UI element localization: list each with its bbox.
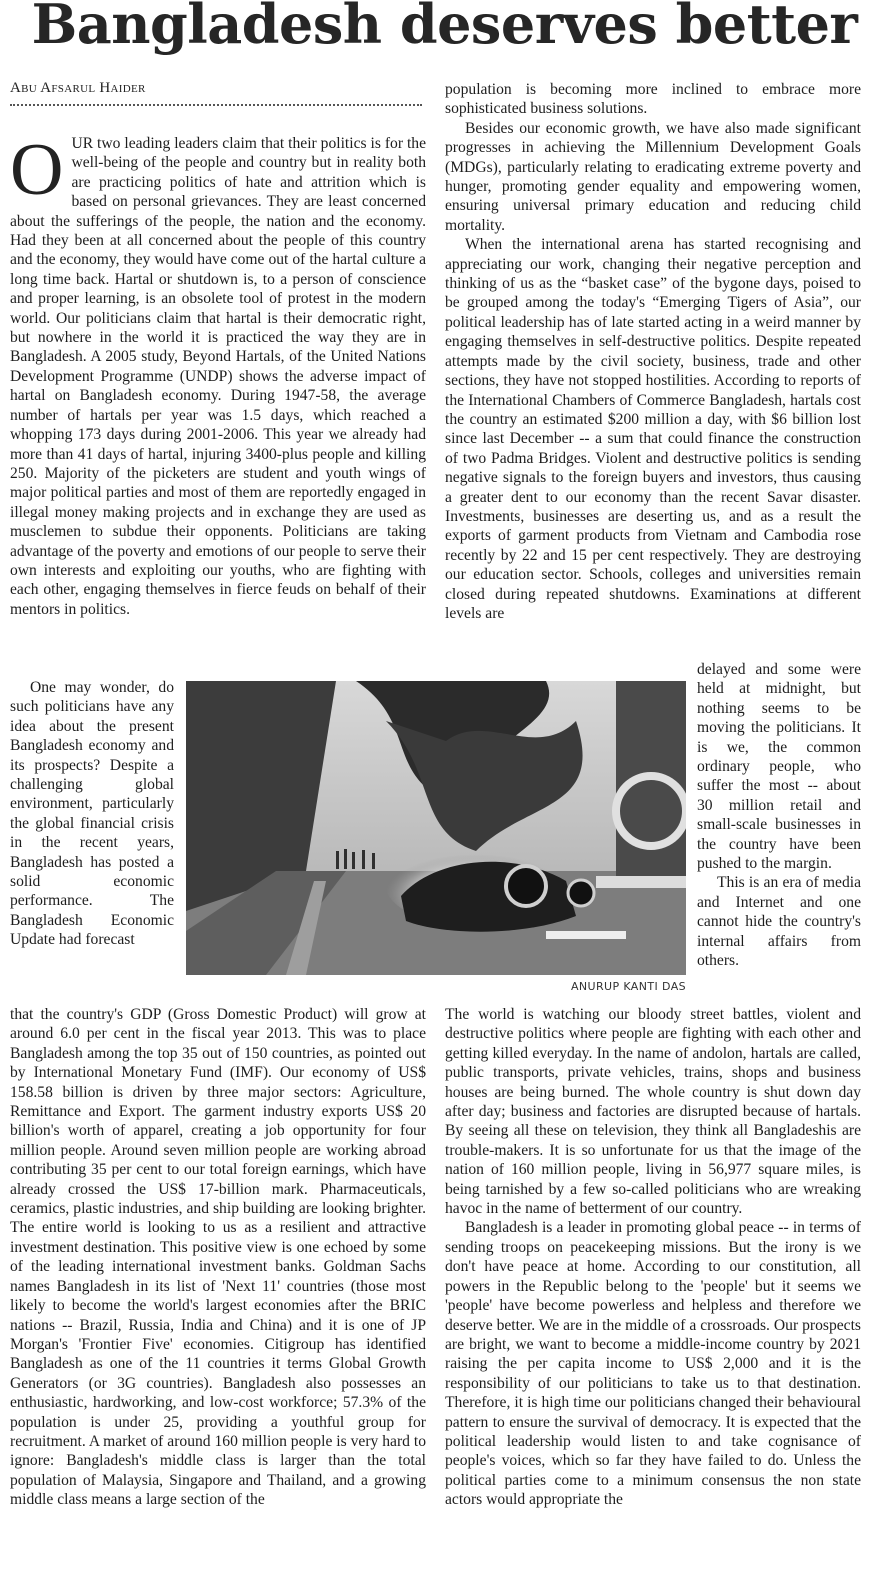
burning-car-photo — [186, 681, 686, 975]
column-left-wrap — [10, 678, 174, 1008]
paragraph: delayed and some were held at midnight, but nothing seems to be moving the politicians. It is we, the common ordinary people, who suffer the most -- about 30 million retail and small-scale businesses in the country have been pushed to the margin. — [697, 661, 861, 873]
column-right-bottom — [445, 1005, 861, 1577]
paragraph: Besides our economic growth, we have also made significant progresses in achieving the Millennium Development Goals (MDGs), particularly relating to eradicating extreme poverty and hunger, promoting gender equality and empowering women, ensuring universal primary education and reducing child mortality. — [445, 119, 861, 234]
column-left-bottom — [10, 1005, 426, 1577]
headline: Bangladesh deserves better — [31, 0, 858, 56]
paragraph: population is becoming more inclined to embrace more sophisticated business solutions. — [445, 81, 861, 118]
paragraph: When the international arena has started recognising and appreciating our work, changing their negative perception and thinking of us as the “basket case” of the bygone days, poised to be grouped among the today's “Emerging Tigers of Asia”, our political leadership has of late started acting in a weird manner by engaging themselves in self-destructive politics. Despite repeated attempts made by the civil society, business, trade and other sections, they have not stopped hostilities. According to reports of the International Chambers of Commerce Bangladesh, hartals cost the country an estimated $200 million a day, with $6 billion lost since last December -- a sum that could finance the construction of two Padma Bridges. Violent and destructive politics is sending negative signals to the foreign buyers and investors, thus causing a greater dent to our economy than the recent Savar disaster. Investments, businesses are deserting us, and as a result the exports of garment products from Vietnam and Cambodia rose recently by 22 and 15 per cent respectively. They are destroying our education sector. Schools, colleges and universities remain closed during repeated shutdowns. Examinations at different levels are — [445, 236, 861, 622]
column-left-top — [10, 134, 426, 674]
paragraph: The world is watching our bloody street battles, violent and destructive politics where people are fighting with each other and getting killed everyday. In the name of andolon, hartals are called, public transports, private vehicles, trains, shops and business houses are being burned. The whole country is shut down day after day; business and factories are disrupted because of hartals. By seeing all these on television, they think all Bangladeshis are trouble-makers. It is so unfortunate for us that the image of the nation of 160 million people, living in 56,977 square miles, is being tarnished by a few so-called politicians who are wreaking havoc in the name of betterment of our country. — [445, 1006, 861, 1218]
column-right-top — [445, 80, 861, 662]
paragraph: This is an era of media and Internet and one cannot hide the country's internal affairs from others. — [697, 874, 861, 970]
paragraph: that the country's GDP (Gross Domestic Product) will grow at around 6.0 per cent in the fiscal year 2013. This was to place Bangladesh among the top 35 out of 150 countries, as pointed out by International Monetary Fund (IMF). Our economy of US$ 158.58 billion is driven by three major sectors: Agriculture, Remittance and Export. The garment industry exports US$ 20 billion's worth of apparel, creating a job opportunity for four million people. Around seven million people are working abroad contributing 35 per cent to our total foreign earnings, which have already crossed the US$ 17-billion mark. Pharmaceuticals, ceramics, plastic industries, and ship building are looking brighter. The entire world is looking to us as a resilient and attractive investment destination. This positive view is one echoed by some of the leading international investment banks. Goldman Sachs names Bangladesh in its list of 'Next 11' countries (those most likely to become the world's largest economies after the BRIC nations -- Brazil, Russia, India and China) and it is one of JP Morgan's 'Frontier Five' economies. Citigroup has identified Bangladesh as one of the 11 countries it terms Global Growth Generators (or 3G countries). Bangladesh also possesses an enthusiastic, hardworking, and low-cost workforce; 57.3% of the population is under 25, providing a youthful group for recruitment. A market of around 160 million people is very hard to ignore: Bangladesh's middle class is larger than the total population of Malaysia, Singapore and Thailand, and a growing middle class means a large section of the — [10, 1006, 426, 1509]
paragraph-opening — [10, 134, 426, 619]
column-right-wrap — [697, 660, 861, 1010]
lead-caps: UR — [71, 135, 94, 152]
photo-credit: ANURUP KANTI DAS — [570, 980, 686, 993]
byline-divider — [10, 104, 422, 106]
byline: Abu Afsarul Haider — [10, 80, 146, 96]
news-photo — [186, 681, 686, 975]
paragraph: Bangladesh is a leader in promoting global peace -- in terms of sending troops on peacekeeping missions. But the irony is we don't have peace at home. According to our constitution, all powers in the Republic belong to the 'people' but it seems we 'people' have become powerless and helpless and therefore we deserve better. We are in the middle of a crossroads. Our prospects are bright, we want to become a middle-income country by 2021 raising the per capita income to US$ 2,000 and it is the responsibility of our politicians to take us to that destination. Therefore, it is high time our politicians changed their behavioural pattern to ensure the survival of democracy. It is expected that the political leadership would listen to and take cognisance of people's voices, which so far they have failed to do. Unless the political parties come to a minimum consensus the non state actors would appropriate the — [445, 1219, 861, 1509]
paragraph: One may wonder, do such politicians have any idea about the present Bangladesh economy and its prospects? Despite a challenging global environment, particularly the global financial crisis in the recent years, Bangladesh has posted a solid economic performance. The Bangladesh Economic Update had forecast — [10, 679, 174, 949]
paragraph-text: two leading leaders claim that their politics is for the well-being of the people and country but in reality both are practicing politics of hate and attrition which is based on personal grievances. They are least concerned about the sufferings of the people, the nation and the economy. Had they been at all concerned about the people of this country and the economy, they would have come out of the hartal culture a long time back. Hartal or shutdown is, to a person of conscience and proper learning, is an obsolete tool of protest in the modern world. Our politicians claim that hartal is their democratic right, but nowhere in the world it is practiced the way they are in Bangladesh. A 2005 study, Beyond Hartals, of the United Nations Development Programme (UNDP) shows the adverse impact of hartal on Bangladesh economy. During 1947-58, the average number of hartals per year was 1.5 days, which reached a whopping 173 days during 2001-2006. This year we already had more than 41 days of hartal, injuring 3400-plus people and killing 250. Majority of the picketers are student and youth wings of major political parties and most of them are reportedly engaged in illegal money making projects and in exchange they are used as musclemen to subdue their opponents. Politicians are taking advantage of the poverty and emotions of our people to serve their own interests and exploiting our youths, who are fighting with each other, engaging themselves in fierce feuds on behalf of their mentors in politics. — [10, 135, 426, 618]
drop-cap: O — [10, 134, 64, 211]
